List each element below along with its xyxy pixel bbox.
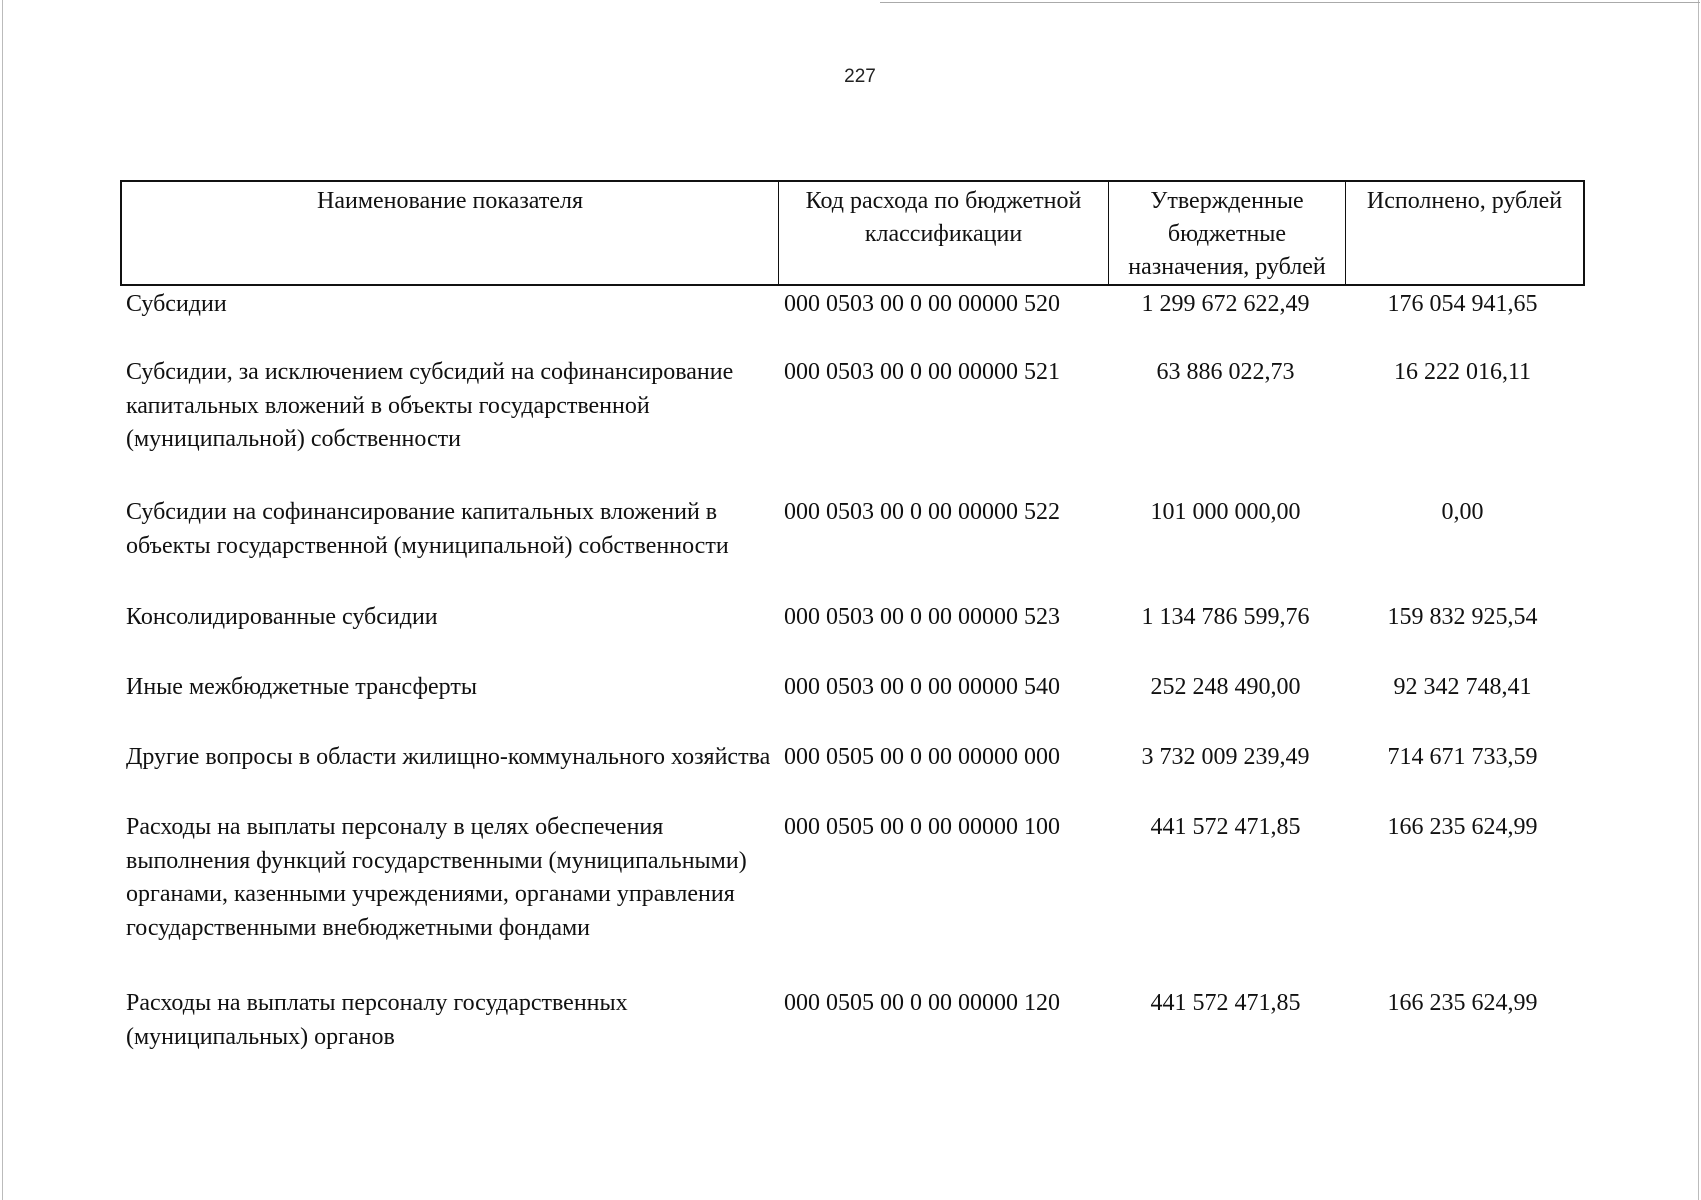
row-code: 000 0503 00 0 00 00000 523 [784, 604, 1060, 630]
table-body [120, 286, 1585, 1057]
row-code: 000 0503 00 0 00 00000 521 [784, 359, 1060, 385]
row-code: 000 0505 00 0 00 00000 000 [784, 744, 1060, 770]
row-code: 000 0503 00 0 00 00000 540 [784, 674, 1060, 700]
row-approved: 3 732 009 239,49 [1141, 744, 1310, 770]
row-executed: 16 222 016,11 [1393, 359, 1532, 385]
row-code: 000 0503 00 0 00 00000 522 [784, 499, 1060, 525]
header-code: Код расхода по бюджетной классификации [779, 182, 1109, 284]
row-executed: 0,00 [1441, 499, 1484, 525]
row-executed: 159 832 925,54 [1387, 604, 1538, 630]
row-approved: 441 572 471,85 [1150, 814, 1301, 840]
row-approved: 441 572 471,85 [1150, 990, 1301, 1016]
table-row [120, 671, 1585, 741]
row-name: Расходы на выплаты персоналу государственных (муниципальных) органов [126, 990, 628, 1050]
row-name: Консолидированные субсидии [126, 604, 438, 630]
row-approved: 252 248 490,00 [1150, 674, 1301, 700]
row-executed: 176 054 941,65 [1387, 291, 1538, 317]
header-approved: Утвержденные бюджетные назначения, рублей [1109, 182, 1346, 284]
row-name: Субсидии [126, 291, 227, 317]
row-code: 000 0503 00 0 00 00000 520 [784, 291, 1060, 317]
row-approved: 1 134 786 599,76 [1141, 604, 1310, 630]
table-row [120, 601, 1585, 671]
table-row [120, 987, 1585, 1057]
row-approved: 101 000 000,00 [1150, 499, 1301, 525]
header-executed: Исполнено, рублей [1366, 188, 1563, 214]
header-name: Наименование показателя [122, 182, 779, 284]
row-name: Иные межбюджетные трансферты [126, 674, 477, 700]
row-name: Другие вопросы в области жилищно-коммунального хозяйства [126, 744, 771, 770]
row-approved: 63 886 022,73 [1156, 359, 1295, 385]
row-code: 000 0505 00 0 00 00000 100 [784, 814, 1060, 840]
row-executed: 166 235 624,99 [1387, 814, 1538, 840]
row-executed: 714 671 733,59 [1387, 744, 1538, 770]
row-executed: 166 235 624,99 [1387, 990, 1538, 1016]
scan-edge-left [2, 0, 3, 1200]
table-row [120, 811, 1585, 987]
table-row [120, 496, 1585, 601]
page-number: 227 [844, 66, 876, 87]
row-approved: 1 299 672 622,49 [1141, 291, 1310, 317]
table-row [120, 356, 1585, 496]
scan-edge-top [880, 2, 1700, 3]
row-executed: 92 342 748,41 [1393, 674, 1532, 700]
row-name: Субсидии на софинансирование капитальных вложений в объекты государственной (муниципальной) собственности [126, 499, 729, 559]
row-name: Расходы на выплаты персоналу в целях обеспечения выполнения функций государственными (муниципальными) органами, казенными учреждениями, органами управления государственными внебюджетными фондами [126, 814, 747, 941]
row-code: 000 0505 00 0 00 00000 120 [784, 990, 1060, 1016]
table-row [120, 741, 1585, 811]
table-header [120, 180, 1585, 286]
row-name: Субсидии, за исключением субсидий на софинансирование капитальных вложений в объекты государственной (муниципальной) собственности [126, 359, 734, 452]
table-row [120, 286, 1585, 356]
scan-edge-right [1698, 0, 1699, 1200]
